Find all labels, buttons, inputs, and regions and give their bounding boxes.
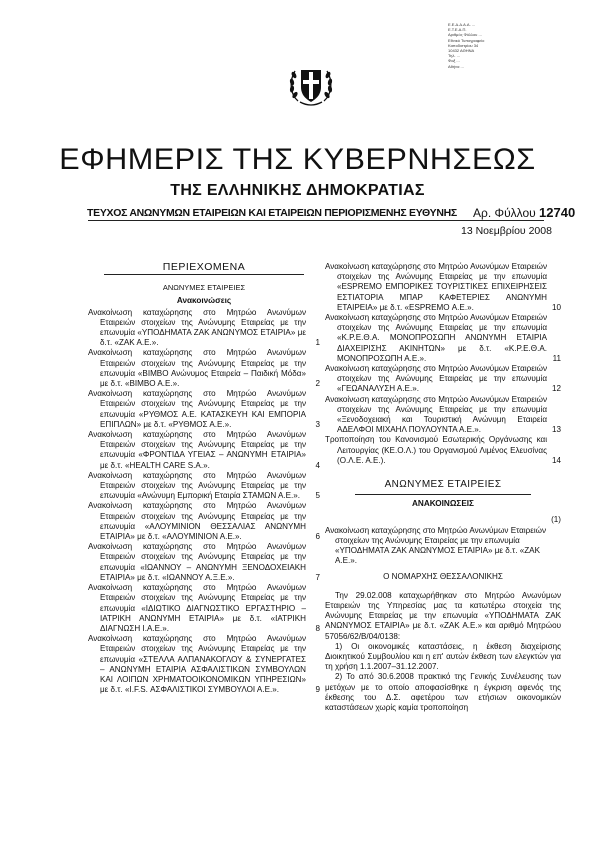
imprint-line: 10432 ΑΘΗΝΑ	[448, 48, 475, 54]
contents-entry-text: Τροποποίηση του Κανονισμού Εσωτερικής Οργάνωσης και Λειτουργίας (ΚΕ.Ο.Λ.) του Οργανισμού Λιμένος Ελευσίνας (Ο.Λ.Ε. Α.Ε.).	[325, 435, 547, 465]
contents-entry-text: Ανακοίνωση καταχώρησης στο Μητρώο Ανωνύμων Εταιρειών στοιχείων της Ανώνυμης Εταιρείας με την επωνυμία «Ανώνυμη Εμπορική Εταιρία ΣΤΑΜΩΝ Α.Ε.».	[88, 470, 306, 501]
contents-entry[interactable]	[88, 501, 320, 542]
contents-column-right	[325, 262, 561, 713]
contents-entry-text: Ανακοίνωση καταχώρησης στο Μητρώο Ανωνύμων Εταιρειών στοιχείων της Ανώνυμης Εταιρείας με την επωνυμία «ΡΥΘΜΟΣ Α.Ε. ΚΑΤΑΣΚΕΥΗ ΚΑΙ ΕΜΠΟΡΙΑ ΕΠΙΠΛΩΝ» με δ.τ. «ΡΥΘΜΟΣ Α.Ε.».	[88, 389, 306, 429]
masthead-divider	[88, 220, 544, 221]
contents-entry-text: Ανακοίνωση καταχώρησης στο Μητρώο Ανωνύμων Εταιρειών στοιχείων της Ανώνυμης Εταιρείας με την επωνυμία «ΦΡΟΝΤΙΔΑ ΥΓΕΙΑΣ – ΑΝΩΝΥΜΗ ΕΤΑΙΡΙΑ» με δ.τ. «HEALTH CARE S.A.».	[88, 430, 306, 470]
contents-entry-text: Ανακοίνωση καταχώρησης στο Μητρώο Ανωνύμων Εταιρειών στοιχείων της Ανώνυμης Εταιρείας με την επωνυμία «ΥΠΟΔΗΜΑΤΑ ΖΑΚ ΑΝΩΝΥΜΟΣ ΕΤΑΙΡΙΑ» με δ.τ. «ΖΑΚ Α.Ε.».	[88, 307, 306, 348]
section-divider	[355, 494, 531, 495]
contents-entry[interactable]	[88, 471, 320, 502]
contents-entry[interactable]	[325, 364, 561, 395]
contents-heading: ΠΕΡΙΕΧΟΜΕΝΑ	[162, 261, 246, 273]
notice-paragraph: Την 29.02.008 καταχωρήθηκαν στο Μητρώο Ανωνύμων Εταιρειών της Υπηρεσίας μας τα κατωτέρω στοιχεία της Ανώνυμης Εταιρείας με την επωνυμία «ΥΠΟΔΗΜΑΤΑ ΖΑΚ ΑΝΩΝΥΜΟΣ ΕΤΑΙΡΙΑ» με δ.τ. «ΖΑΚ Α.Ε.» και αριθμό Μητρώου 57056/62/Β/04/0138:	[325, 590, 561, 641]
sheet-number-value: 12740	[539, 205, 576, 220]
contents-entry[interactable]	[88, 583, 320, 634]
contents-subsection-title: Ανακοινώσεις	[176, 296, 232, 306]
contents-entry-text: Ανακοίνωση καταχώρησης στο Μητρώο Ανωνύμων Εταιρειών στοιχείων της Ανώνυμης Εταιρείας με την επωνυμία «ΙΔΙΩΤΙΚΟ ΔΙΑΓΝΩΣΤΙΚΟ ΕΡΓΑΣΤΗΡΙΟ – ΙΑΤΡΙΚΗ ΑΝΩΝΥΜΗ ΕΤΑΙΡΙΑ» με δ.τ. «ΙΑΤΡΙΚΗ ΔΙΑΓΝΩΣΗ Ι.Α.Ε.».	[88, 583, 306, 633]
contents-entry-text: Ανακοίνωση καταχώρησης στο Μητρώο Ανωνύμων Εταιρειών στοιχείων της Ανώνυμης Εταιρείας με την επωνυμία «ΑΛΟΥΜΙΝΙΟΝ ΘΕΣΣΑΛΙΑΣ ΑΝΩΝΥΜΗ ΕΤΑΙΡΙΑ» με δ.τ. «ΑΛΟΥΜΙΝΙΟΝ Α.Ε.».	[88, 501, 306, 542]
contents-entry-page: 4	[315, 460, 320, 470]
contents-entry-text: Ανακοίνωση καταχώρησης στο Μητρώο Ανωνύμων Εταιρειών στοιχείων της Ανώνυμης Εταιρείας με την επωνυμία «ΒΙΜΒΟ Ανώνυμος Εταιρεία – Παιδική Μόδα» με δ.τ. «ΒΙΜΒΟ Α.Ε.».	[88, 348, 306, 389]
notice-number: (1)	[551, 515, 561, 525]
contents-entry-page: 11	[552, 353, 561, 363]
contents-entry[interactable]	[88, 389, 320, 430]
contents-entry-page: 9	[315, 685, 320, 695]
section-subheading: ΑΝΑΚΟΙΝΩΣΕΙΣ	[412, 499, 474, 509]
imprint-line: Ε.Ε.Δ.Δ.Α.Α. ...	[448, 22, 476, 27]
contents-entry-page: 13	[551, 425, 561, 435]
contents-divider	[104, 274, 304, 275]
contents-section-title: ΑΝΩΝΥΜΕΣ ΕΤΑΙΡΕΙΕΣ	[162, 283, 246, 293]
section-heading: ΑΝΩΝΥΜΕΣ ΕΤΑΙΡΕΙΕΣ	[384, 479, 502, 491]
issue-series: ΤΕΥΧΟΣ ΑΝΩΝΥΜΩΝ ΕΤΑΙΡΕΙΩΝ ΚΑΙ ΕΤΑΙΡΕΙΩΝ ΠΕΡΙΟΡΙΣΜΕΝΗΣ ΕΥΘΥΝΗΣ	[87, 207, 457, 219]
notice-paragraph: 1) Οι οικονομικές καταστάσεις, η έκθεση διαχείρισης Διοικητικού Συμβουλίου και η επ' αυτών έκθεση των ελεγκτών για τη χρήση 1.1.2007–31.12.2007.	[325, 641, 561, 672]
contents-entry-page: 14	[551, 455, 561, 465]
issuing-authority: Ο ΝΟΜΑΡΧΗΣ ΘΕΣΣΑΛΟΝΙΚΗΣ	[383, 572, 503, 582]
gazette-title: ΕΦΗΜΕΡΙΣ ΤΗΣ ΚΥΒΕΡΝΗΣΕΩΣ	[59, 143, 536, 176]
notice-paragraph: 2) Το από 30.6.2008 πρακτικό της Γενικής Συνέλευσης των μετόχων με το οποίο αποφασίσθηκε η έγκριση αφενός της έκθεσης του Δ.Σ. αφετέρου των ετήσιων οικονομικών καταστάσεων χωρίς καμία τροποποίηση	[325, 672, 561, 712]
contents-entry-page: 10	[551, 302, 561, 312]
contents-entry[interactable]	[88, 348, 320, 389]
contents-column-left	[88, 262, 320, 695]
contents-entry[interactable]	[88, 430, 320, 471]
contents-entry-text: Ανακοίνωση καταχώρησης στο Μητρώο Ανωνύμων Εταιρειών στοιχείων της Ανώνυμης Εταιρείας με την επωνυμία «Κ.Ρ.Ε.Θ.Α. ΜΟΝΟΠΡΟΣΩΠΗ ΑΝΩΝΥΜΗ ΕΤΑΙΡΙΑ ΔΙΑΧΕΙΡΙΣΗΣ ΑΚΙΝΗΤΩΝ» με δ.τ. «Κ.Ρ.Ε.Θ.Α. ΜΟΝΟΠΡΟΣΩΠΗ Α.Ε.».	[325, 313, 547, 363]
contents-entry[interactable]	[88, 308, 320, 349]
imprint-line: Αριθμός Φύλλου ...	[448, 32, 482, 38]
sheet-number	[473, 205, 575, 220]
contents-entry-page: 5	[315, 491, 320, 501]
contents-entry[interactable]	[325, 435, 561, 466]
contents-entry-text: Ανακοίνωση καταχώρησης στο Μητρώο Ανωνύμων Εταιρειών στοιχείων της Ανώνυμης Εταιρείας με την επωνυμία «ESPREMO ΕΜΠΟΡΙΚΕΣ ΤΟΥΡΙΣΤΙΚΕΣ ΕΠΙΧΕΙΡΗΣΕΙΣ ΕΣΤΙΑΤΟΡΙΑ ΜΠΑΡ ΚΑΦΕΤΕΡΙΕΣ ΑΝΩΝΥΜΗ ΕΤΑΙΡΕΙΑ» με δ.τ. «ESPREMO Α.Ε.».	[325, 262, 547, 312]
contents-entry-page: 6	[315, 532, 320, 542]
issue-date: 13 Νοεμβρίου 2008	[461, 225, 552, 237]
coat-of-arms-emblem	[286, 61, 336, 111]
imprint-line: Φαξ ...	[448, 58, 460, 64]
contents-entry[interactable]	[325, 313, 561, 364]
imprint-line: Αθήνα ...	[448, 63, 464, 69]
imprint-line: Τηλ. ...	[448, 53, 460, 59]
publisher-imprint	[448, 22, 548, 69]
contents-entry[interactable]	[325, 262, 561, 313]
contents-entry-text: Ανακοίνωση καταχώρησης στο Μητρώο Ανωνύμων Εταιρειών στοιχείων της Ανώνυμης Εταιρείας με την επωνυμία «Ξενοδοχειακή και Τουριστική Ανώνυμη Εταιρεία ΑΔΕΛΦΟΙ ΜΙΧΑΗΛ ΠΟΥΛΟΥΝΤΑ Α.Ε.».	[325, 394, 547, 435]
imprint-line: Ε.Τ.Ε.Α.Π.	[448, 27, 467, 33]
imprint-line: Καποδιστρίου 34	[448, 42, 479, 48]
gazette-subtitle: ΤΗΣ ΕΛΛΗΝΙΚΗΣ ΔΗΜΟΚΡΑΤΙΑΣ	[170, 182, 425, 199]
notice-title: Ανακοίνωση καταχώρησης στο Μητρώο Ανωνύμων Εταιρειών στοιχείων της Ανώνυμης Εταιρείας με την επωνυμία «ΥΠΟΔΗΜΑΤΑ ΖΑΚ ΑΝΩΝΥΜΟΣ ΕΤΑΙΡΙΑ» με δ.τ. «ΖΑΚ Α.Ε.».	[325, 525, 547, 566]
contents-entry-page: 3	[315, 419, 320, 429]
contents-entry-page: 7	[315, 572, 320, 582]
contents-entry[interactable]	[88, 542, 320, 583]
contents-entry-text: Ανακοίνωση καταχώρησης στο Μητρώο Ανωνύμων Εταιρειών στοιχείων της Ανώνυμης Εταιρείας με την επωνυμία «ΙΩΑΝΝΟΥ – ΑΝΩΝΥΜΗ ΞΕΝΟΔΟΧΕΙΑΚΗ ΕΤΑΙΡΙΑ» με δ.τ. «ΙΩΑΝΝΟΥ Α.Ξ.Ε.».	[88, 542, 306, 582]
contents-entry-page: 1	[315, 338, 320, 348]
contents-entry-page: 8	[315, 623, 320, 633]
contents-entry-text: Ανακοίνωση καταχώρησης στο Μητρώο Ανωνύμων Εταιρειών στοιχείων της Ανώνυμης Εταιρείας με την επωνυμία «ΣΤΕΛΛΑ ΑΛΠΑΝΑΚΟΓΛΟΥ & ΣΥΝΕΡΓΑΤΕΣ – ΑΝΩΝΥΜΗ ΕΤΑΙΡΙΑ ΑΣΦΑΛΙΣΤΙΚΩΝ ΣΥΜΒΟΥΛΩΝ ΚΑΙ ΛΟΙΠΩΝ ΧΡΗΜΑΤΟΟΙΚΟΝΟΜΙΚΩΝ ΥΠΗΡΕΣΙΩΝ» με δ.τ. «I.F.S. ΑΣΦΑΛΙΣΤΙΚΟΙ ΣΥΜΒΟΥΛΟΙ Α.Ε.».	[88, 634, 306, 695]
contents-entry[interactable]	[325, 395, 561, 436]
contents-entry-page: 2	[315, 379, 320, 389]
contents-entry-text: Ανακοίνωση καταχώρησης στο Μητρώο Ανωνύμων Εταιρειών στοιχείων της Ανώνυμης Εταιρείας με την επωνυμία «ΓΕΩΑΝΑΛΥΣΗ Α.Ε.».	[325, 364, 547, 394]
imprint-line: Εθνικό Τυπογραφείο	[448, 37, 485, 43]
contents-entry-page: 12	[551, 384, 561, 394]
sheet-number-label: Αρ. Φύλλου	[473, 206, 536, 220]
contents-entry[interactable]	[88, 634, 320, 695]
